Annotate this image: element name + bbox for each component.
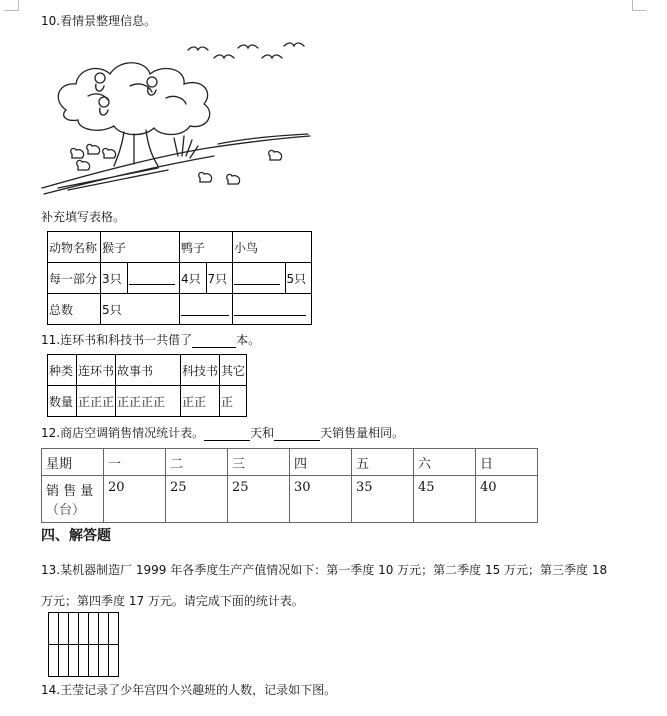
blank-stat-table — [48, 612, 119, 677]
weekday-label: 星期 — [42, 449, 104, 476]
monkey-part-1: 3只 — [101, 263, 128, 294]
q11-answer-blank[interactable] — [192, 347, 236, 348]
bird-1 — [188, 47, 208, 50]
duck-7 — [227, 174, 240, 184]
comic-tally: 正正正 — [77, 386, 116, 417]
day-wed: 三 — [228, 449, 290, 476]
sales-tue: 25 — [166, 476, 228, 523]
sales-sun: 40 — [476, 476, 538, 523]
day-tue: 二 — [166, 449, 228, 476]
table-row — [48, 263, 312, 294]
sales-sat: 45 — [414, 476, 476, 523]
story-tally: 正正正正 — [116, 386, 181, 417]
table-row — [49, 645, 119, 677]
tree-trunk — [114, 130, 158, 166]
book-story: 故事书 — [116, 355, 155, 386]
day-thu: 四 — [290, 449, 352, 476]
duck-1 — [71, 148, 84, 158]
animal-duck: 鸭子 — [180, 232, 207, 263]
question-12-title: 12.商店空调销售情况统计表。 天和 天销售量相同。 — [41, 426, 405, 440]
monkey-part-2-blank[interactable] — [127, 263, 180, 294]
book-science: 科技书 — [181, 355, 220, 386]
monkey-3 — [99, 97, 109, 107]
question-14-title: 14.王莹记录了少年宫四个兴趣班的人数，记录如下图。 — [41, 683, 337, 697]
sales-mon: 20 — [104, 476, 166, 523]
monkey-2 — [147, 77, 157, 87]
day-sun: 日 — [476, 449, 538, 476]
animal-table — [47, 231, 312, 325]
question-13-line-2: 万元；第四季度 17 万元。请完成下面的统计表。 — [41, 594, 304, 608]
duck-part-1: 4只 — [180, 263, 207, 294]
question-13-line-1: 13.某机器制造厂 1999 年各季度生产产值情况如下：第一季度 10 万元；第二季度 15 万元；第三季度 18 — [41, 563, 608, 577]
scene-illustration — [38, 38, 313, 196]
question-11-title: 11.连环书和科技书一共借了 本。 — [41, 333, 261, 347]
question-10-title: 10.看情景整理信息。 — [41, 14, 157, 28]
question-10-instruction: 补充填写表格。 — [41, 210, 126, 224]
bird-3 — [238, 45, 258, 48]
sales-thu: 30 — [290, 476, 352, 523]
bird-5 — [284, 43, 304, 46]
bird-part-2: 5只 — [285, 263, 312, 294]
animal-bird: 小鸟 — [233, 232, 286, 263]
q12-answer-blank-2[interactable] — [274, 440, 320, 441]
table-row — [42, 476, 538, 523]
monkey-total: 5只 — [101, 294, 180, 325]
duck-4 — [77, 160, 90, 170]
part-label: 每一部分 — [48, 263, 101, 294]
page-corner-mark-right — [632, 0, 647, 11]
total-label: 总数 — [48, 294, 101, 325]
sales-label: 销 售 量 （台） — [42, 476, 104, 523]
count-label: 数量 — [48, 386, 77, 417]
page-corner-mark-left — [4, 0, 19, 11]
animal-name-label: 动物名称 — [48, 232, 101, 263]
table-row — [48, 386, 247, 417]
reeds — [174, 136, 198, 158]
science-tally: 正正 — [181, 386, 220, 417]
bird-2 — [214, 55, 234, 58]
bird-4 — [262, 55, 282, 58]
animal-monkey: 猴子 — [101, 232, 128, 263]
duck-part-2: 7只 — [206, 263, 233, 294]
table-row — [42, 449, 538, 476]
book-table — [47, 354, 247, 417]
table-row — [49, 613, 119, 645]
book-type-label: 种类 — [48, 355, 77, 386]
q12-answer-blank-1[interactable] — [204, 440, 250, 441]
bird-part-1-blank[interactable] — [233, 263, 286, 294]
tree-canopy — [58, 63, 209, 135]
bird-total-blank[interactable] — [233, 294, 312, 325]
table-row — [48, 355, 247, 386]
table-row — [48, 294, 312, 325]
duck-6 — [199, 172, 212, 182]
duck-5 — [269, 150, 282, 160]
book-other: 其它 — [220, 355, 247, 386]
monkey-1 — [95, 73, 105, 83]
book-comic: 连环书 — [77, 355, 116, 386]
other-tally: 正 — [220, 386, 247, 417]
section-4-heading: 四、解答题 — [41, 528, 111, 544]
day-fri: 五 — [352, 449, 414, 476]
duck-total-blank[interactable] — [180, 294, 233, 325]
sales-fri: 35 — [352, 476, 414, 523]
duck-3 — [103, 148, 116, 158]
duck-2 — [87, 144, 100, 154]
sales-table — [41, 448, 538, 523]
day-mon: 一 — [104, 449, 166, 476]
sales-wed: 25 — [228, 476, 290, 523]
table-row — [48, 232, 312, 263]
day-sat: 六 — [414, 449, 476, 476]
